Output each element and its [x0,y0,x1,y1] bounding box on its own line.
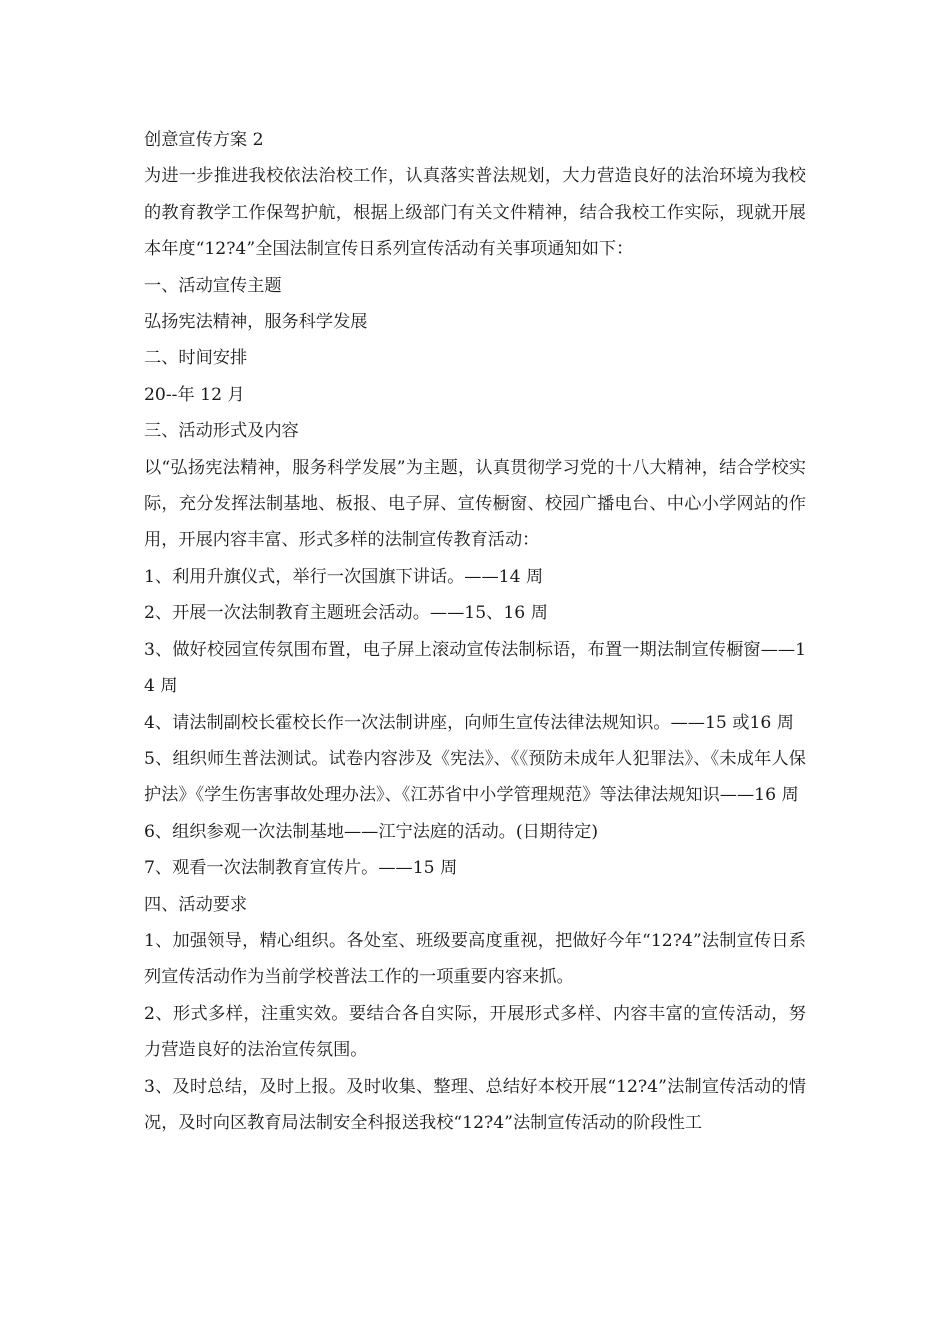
activity-item: 1、利用升旗仪式，举行一次国旗下讲话。——14 周 [144,566,544,587]
section-heading-schedule: 二、时间安排 [144,348,248,369]
section-heading-theme: 一、活动宣传主题 [144,275,282,296]
schedule-text: 20--年 12 月 [144,384,245,405]
document-title: 创意宣传方案 2 [144,130,264,150]
activity-item: 5、组织师生普法测试。试卷内容涉及《宪法》、《《预防未成年人犯罪法》、《未成年人保护法》《学生伤害事故处理办法》、《江苏省中小学管理规范》等法律法规知识——16 周 [144,748,806,806]
theme-text: 弘扬宪法精神，服务科学发展 [144,312,368,333]
requirement-item: 2、形式多样，注重实效。要结合各自实际，开展形式多样、内容丰富的宣传活动，努力营造良好的法治宣传氛围。 [144,1003,806,1061]
requirement-item: 1、加强领导，精心组织。各处室、班级要高度重视，把做好今年“12?4”法制宣传日系列宣传活动作为当前学校普法工作的一项重要内容来抓。 [144,930,806,988]
intro-paragraph: 为进一步推进我校依法治校工作，认真落实普法规划，大力营造良好的法治环境为我校的教育教学工作保驾护航，根据上级部门有关文件精神，结合我校工作实际，现就开展本年度“12?4”全国法制宣传日系列宣传活动有关事项通知如下： [144,166,806,260]
section-heading-requirements: 四、活动要求 [144,894,248,915]
requirement-item: 3、及时总结，及时上报。及时收集、整理、总结好本校开展“12?4”法制宣传活动的情况，及时向区教育局法制安全科报送我校“12?4”法制宣传活动的阶段性工 [144,1076,806,1133]
activities-intro: 以“弘扬宪法精神，服务科学发展”为主题，认真贯彻学习党的十八大精神，结合学校实际，充分发挥法制基地、板报、电子屏、宣传橱窗、校园广播电台、中心小学网站的作用，开展内容丰富、形式多样的法制宣传教育活动： [144,457,806,551]
activity-item: 2、开展一次法制教育主题班会活动。——15、16 周 [144,603,548,624]
document-body [144,122,806,1141]
section-heading-activities: 三、活动形式及内容 [144,421,299,442]
activity-item: 4、请法制副校长霍校长作一次法制讲座，向师生宣传法律法规知识。——15 或16 周 [144,712,794,733]
activity-item: 3、做好校园宣传氛围布置，电子屏上滚动宣传法制标语，布置一期法制宣传橱窗——14 周 [144,639,806,697]
activity-item: 6、组织参观一次法制基地——江宁法庭的活动。(日期待定) [144,821,599,842]
activity-item: 7、观看一次法制教育宣传片。——15 周 [144,858,458,879]
